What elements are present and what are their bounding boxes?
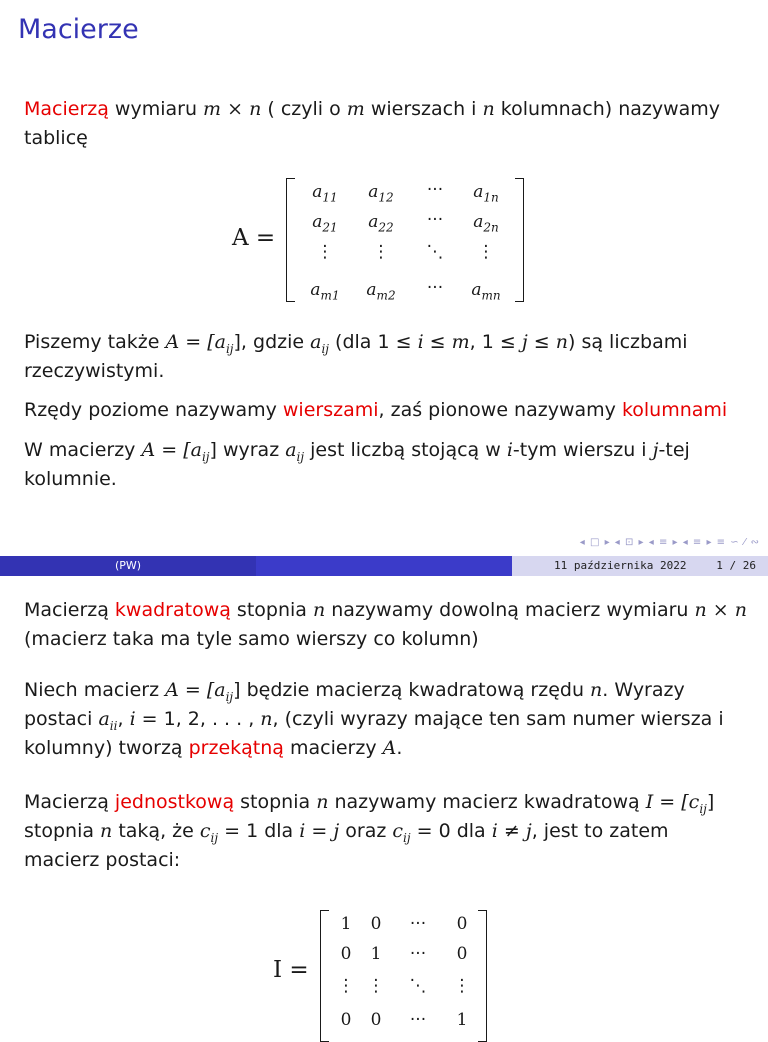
text: wymiaru	[108, 98, 204, 120]
matrix-cell: ⋮	[477, 242, 495, 262]
math: I = [c	[645, 791, 700, 813]
text: ) są liczbami	[568, 331, 688, 353]
text: ≤	[527, 331, 556, 353]
matrix-cell: $a_{2n}$	[473, 212, 499, 235]
math-times: ×	[221, 98, 250, 120]
matrix-right-bracket	[515, 178, 524, 302]
text: oraz	[339, 820, 393, 842]
text: ≤	[423, 331, 452, 353]
matrix-cell: 0	[340, 1010, 352, 1030]
text: .	[396, 737, 403, 759]
matrix-cell: 0	[456, 914, 468, 934]
matrix-cell: $a_{11}$	[312, 182, 338, 205]
matrix-cell: $a_{1n}$	[473, 182, 499, 205]
term-wierszami: wierszami	[282, 399, 379, 421]
matrix-cell: $a_{m2}$	[366, 280, 396, 303]
text: nazywamy macierz kwadratową	[328, 791, 646, 813]
math: n	[260, 708, 273, 730]
text: rzeczywistymi.	[24, 360, 165, 382]
math: a	[98, 708, 110, 730]
text: -tym wierszu i	[512, 439, 653, 461]
math-n: n	[249, 98, 262, 120]
slide-footer	[0, 556, 768, 576]
matrix-right-bracket	[478, 910, 487, 1042]
text: ≠	[497, 820, 526, 842]
text: -tej	[658, 439, 690, 461]
math-sub: ii	[109, 718, 118, 733]
text: Macierzą	[24, 791, 115, 813]
math: i	[417, 331, 424, 353]
definition-paragraph	[24, 95, 749, 153]
math-m: m	[346, 98, 365, 120]
matrix-cell: $a_{mn}$	[471, 280, 501, 303]
text: . Wyrazy	[602, 679, 685, 701]
matrix-cell: ⋮	[337, 976, 355, 996]
math: i	[129, 708, 136, 730]
matrix-cell: ···	[409, 944, 427, 964]
math: i	[491, 820, 498, 842]
text: wierszach i	[364, 98, 483, 120]
text: , 1 ≤	[469, 331, 522, 353]
text: =	[305, 820, 334, 842]
math: A	[382, 737, 397, 759]
matrix-cell: $a_{12}$	[368, 182, 394, 205]
math-sub: ij	[699, 801, 707, 816]
matrix-left-bracket	[320, 910, 329, 1042]
math: n	[590, 679, 603, 701]
math-sub: ij	[403, 830, 411, 845]
math: a	[285, 439, 297, 461]
matrix-cell: 0	[456, 944, 468, 964]
math-sub: ij	[225, 689, 234, 704]
text: ]	[706, 791, 715, 813]
text: , zaś pionowe nazywamy	[378, 399, 622, 421]
matrix-cell: ⋮	[316, 242, 334, 262]
math: c	[392, 820, 404, 842]
matrix-cell: 1	[370, 944, 382, 964]
text: kolumny) tworzą	[24, 737, 189, 759]
footer-page: 1 / 26	[716, 559, 756, 572]
math: n	[316, 791, 329, 813]
matrix-cell: ···	[426, 278, 444, 298]
text: ] będzie macierzą kwadratową rzędu	[233, 679, 591, 701]
matrix-cell: 0	[370, 1010, 382, 1030]
math: i	[506, 439, 513, 461]
math: n	[312, 599, 326, 621]
term-kolumnami: kolumnami	[621, 399, 728, 421]
matrix-cell: ···	[409, 1010, 427, 1030]
matrix-a	[300, 180, 512, 303]
matrix-cell: 1	[456, 1010, 468, 1030]
math: A = [a	[165, 679, 226, 701]
matrix-cell: 0	[340, 944, 352, 964]
matrix-cell: $a_{22}$	[368, 212, 394, 235]
text: (macierz taka ma tyle samo wierszy co kolumn)	[24, 628, 479, 650]
text: macierz postaci:	[24, 849, 181, 871]
text: (dla 1 ≤	[329, 331, 418, 353]
footer-middle	[256, 556, 512, 576]
math-sub: ij	[225, 341, 234, 356]
text: , (czyli wyrazy mające ten sam numer wiersza i	[272, 708, 724, 730]
text: ], gdzie	[233, 331, 311, 353]
matrix-i	[332, 914, 476, 1034]
term-macierza: Macierzą	[24, 98, 109, 120]
matrix-cell: 1	[340, 914, 352, 934]
text: tablicę	[24, 127, 88, 149]
diagonal-paragraph	[24, 676, 749, 763]
math: j	[521, 331, 528, 353]
term-przekatna: przekątną	[188, 737, 284, 759]
footer-date: 11 października 2022	[554, 559, 687, 572]
beamer-nav-icons[interactable]: ◂ □ ▸ ◂ ⊡ ▸ ◂ ≡ ▸ ◂ ≡ ▸ ≡ ∽ ⁄ ∾	[579, 537, 760, 548]
math: n × n	[694, 599, 747, 621]
text: ( czyli o	[261, 98, 347, 120]
text: Niech macierz	[24, 679, 166, 701]
matrix-cell: $a_{21}$	[312, 212, 338, 235]
text: stopnia	[24, 820, 101, 842]
rows-columns-paragraph	[24, 396, 749, 425]
matrix-cell: ⋮	[372, 242, 390, 262]
matrix-cell: ···	[409, 914, 427, 934]
math: n	[100, 820, 113, 842]
text: , jest to zatem	[531, 820, 669, 842]
text: W macierzy	[24, 439, 142, 461]
math: a	[310, 331, 322, 353]
term-kwadratowa: kwadratową	[114, 599, 231, 621]
math: j	[333, 820, 340, 842]
math: m	[451, 331, 470, 353]
identity-paragraph	[24, 788, 749, 875]
text: kolumnie.	[24, 468, 117, 490]
math: n	[555, 331, 568, 353]
math-sub: ij	[210, 830, 219, 845]
text: = 1 dla	[218, 820, 300, 842]
footer-author: (PW)	[0, 556, 256, 576]
text: jest liczbą stojącą w	[304, 439, 507, 461]
text: postaci	[24, 708, 99, 730]
math: i	[299, 820, 306, 842]
text: kolumnach) nazywamy	[494, 98, 721, 120]
matrix-cell: ⋮	[367, 976, 385, 996]
notation-paragraph	[24, 328, 749, 386]
frame-title: Macierze	[18, 14, 139, 45]
math: A = [a	[165, 331, 226, 353]
math: c	[199, 820, 211, 842]
matrix-i-label: I =	[273, 957, 309, 983]
text: ] wyraz	[209, 439, 286, 461]
matrix-cell: ···	[426, 180, 444, 200]
text: nazywamy dowolną macierz wymiaru	[325, 599, 695, 621]
text: Piszemy także	[24, 331, 166, 353]
text: = 0 dla	[410, 820, 492, 842]
text: stopnia	[234, 791, 317, 813]
text: Rzędy poziome nazywamy	[24, 399, 283, 421]
term-jednostkowa: jednostkową	[114, 791, 235, 813]
matrix-cell: 0	[370, 914, 382, 934]
text: Macierzą	[24, 599, 115, 621]
matrix-a-label: A =	[232, 225, 276, 251]
matrix-cell: ⋱	[409, 976, 427, 996]
text: macierzy	[283, 737, 383, 759]
matrix-left-bracket	[286, 178, 295, 302]
math: A = [a	[141, 439, 202, 461]
math-m: m	[203, 98, 222, 120]
footer-right	[512, 556, 768, 576]
matrix-cell: ⋮	[453, 976, 471, 996]
math-n: n	[482, 98, 495, 120]
slide-2	[0, 576, 768, 1030]
math-sub: ij	[201, 449, 210, 464]
text: taką, że	[112, 820, 200, 842]
text: ,	[117, 708, 130, 730]
math-sub: ij	[321, 341, 329, 356]
matrix-cell: ⋱	[426, 242, 444, 262]
math-sub: ij	[296, 449, 305, 464]
text: stopnia	[230, 599, 313, 621]
square-matrix-paragraph	[24, 596, 749, 654]
math: j	[525, 820, 532, 842]
matrix-cell: ···	[426, 210, 444, 230]
math: j	[652, 439, 659, 461]
element-paragraph	[24, 436, 749, 494]
text: = 1, 2, . . . ,	[135, 708, 261, 730]
matrix-cell: $a_{m1}$	[310, 280, 340, 303]
